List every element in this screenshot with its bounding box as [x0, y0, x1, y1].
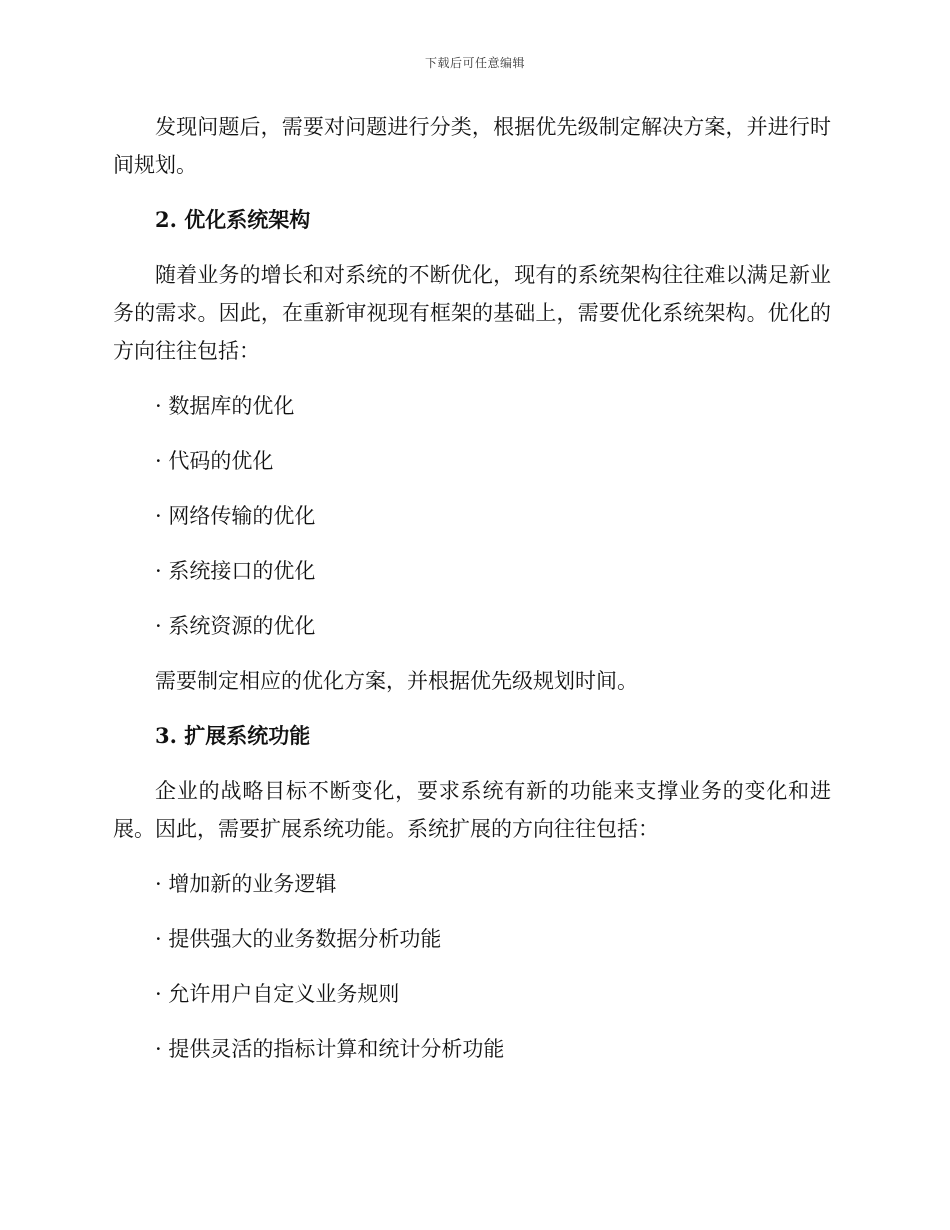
- list-item: · 提供强大的业务数据分析功能: [155, 927, 442, 951]
- list-item: · 代码的优化: [155, 449, 274, 473]
- list-item: · 允许用户自定义业务规则: [155, 982, 400, 1006]
- list-item: · 数据库的优化: [155, 394, 295, 418]
- list-item: · 网络传输的优化: [155, 504, 316, 528]
- paragraph-architecture-intro: 随着业务的增长和对系统的不断优化，现有的系统架构往往难以满足新业务的需求。因此，在重新审视现有框架的基础上，需要优化系统架构。优化的方向往往包括：: [113, 263, 831, 363]
- section-heading-extend-functions: 3. 扩展系统功能: [155, 723, 311, 748]
- list-item: · 系统接口的优化: [155, 559, 316, 583]
- page-header: 下载后可任意编辑: [424, 56, 525, 70]
- list-item: · 系统资源的优化: [155, 614, 316, 638]
- paragraph-extension-intro: 企业的战略目标不断变化，要求系统有新的功能来支撑业务的变化和进展。因此，需要扩展系统功能。系统扩展的方向往往包括：: [113, 779, 831, 841]
- paragraph-problem-classification: 发现问题后，需要对问题进行分类，根据优先级制定解决方案，并进行时间规划。: [113, 115, 831, 177]
- document-body: [113, 108, 831, 1068]
- list-item: · 增加新的业务逻辑: [155, 872, 337, 896]
- paragraph-optimization-plan: 需要制定相应的优化方案，并根据优先级规划时间。: [155, 669, 638, 693]
- list-item: · 提供灵活的指标计算和统计分析功能: [155, 1037, 505, 1061]
- section-heading-optimize-architecture: 2. 优化系统架构: [155, 207, 311, 232]
